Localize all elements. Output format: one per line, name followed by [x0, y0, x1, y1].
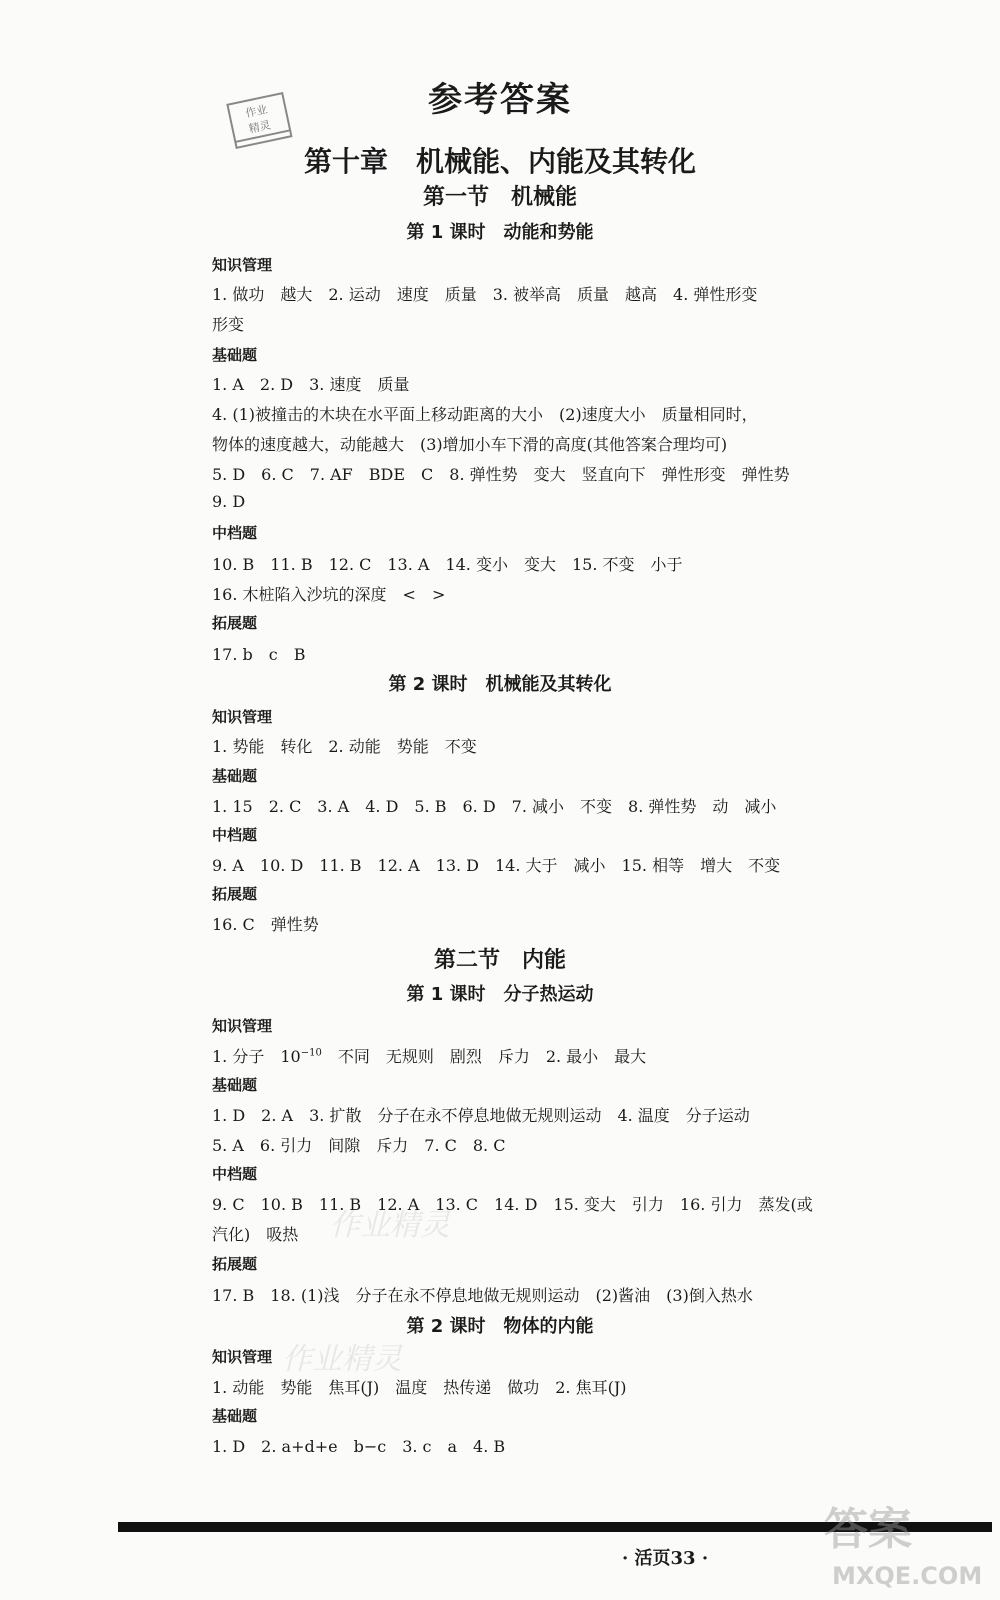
answer-line: 9. C 10. B 11. B 12. A 13. C 14. D 15. 变大 引力 16. 引力 蒸发(或	[212, 1195, 813, 1214]
subheading-knowledge: 知识管理	[212, 1348, 273, 1366]
exponent: −10	[300, 1047, 322, 1059]
answer-text: 不同 无规则 剧烈 斥力 2. 最小 最大	[321, 1047, 647, 1066]
answer-text: 1. 分子 10	[212, 1047, 301, 1066]
subheading-mid: 中档题	[212, 524, 258, 542]
answer-line-with-exponent	[212, 1044, 646, 1067]
answer-line: 5. A 6. 引力 间隙 斥力 7. C 8. C	[212, 1136, 506, 1155]
watermark-text: 作业精灵	[330, 1208, 450, 1243]
answer-line: 1. D 2. A 3. 扩散 分子在永不停息地做无规则运动 4. 温度 分子运动	[212, 1106, 750, 1125]
answer-line: 5. D 6. C 7. AF BDE C 8. 弹性势 变大 竖直向下 弹性形变 弹性势	[212, 465, 790, 484]
answer-line: 1. 势能 转化 2. 动能 势能 不变	[212, 737, 477, 756]
stamp-line-2: 精灵	[247, 118, 272, 136]
stamp-line-1: 作业	[244, 102, 269, 121]
subheading-knowledge: 知识管理	[212, 256, 273, 274]
lesson-title: 第 2 课时 机械能及其转化	[388, 674, 612, 695]
subheading-basic: 基础题	[212, 1076, 258, 1094]
answer-line: 10. B 11. B 12. C 13. A 14. 变小 变大 15. 不变 小于	[212, 555, 683, 574]
answer-line: 16. C 弹性势	[212, 915, 319, 934]
answer-line: 形变	[212, 315, 245, 334]
watermark-logo-text: 答案	[824, 1504, 912, 1555]
page-number: · 活页33 ·	[622, 1548, 709, 1569]
subheading-knowledge: 知识管理	[212, 708, 273, 726]
chapter-title: 第十章 机械能、内能及其转化	[303, 145, 696, 178]
answer-line: 1. 做功 越大 2. 运动 速度 质量 3. 被举高 质量 越高 4. 弹性形变	[212, 285, 758, 304]
subheading-basic: 基础题	[212, 767, 258, 785]
answer-line: 17. B 18. (1)浅 分子在永不停息地做无规则运动 (2)酱油 (3)倒入热水	[212, 1286, 753, 1305]
watermark-text: 作业精灵	[282, 1342, 402, 1377]
subheading-basic: 基础题	[212, 1407, 258, 1425]
answer-line: 1. A 2. D 3. 速度 质量	[212, 375, 410, 394]
lesson-title: 第 1 课时 动能和势能	[406, 222, 594, 243]
subheading-extension: 拓展题	[212, 885, 258, 903]
subheading-basic: 基础题	[212, 346, 258, 364]
answer-line: 1. D 2. a+d+e b−c 3. c a 4. B	[212, 1437, 506, 1456]
answer-line: 9. A 10. D 11. B 12. A 13. D 14. 大于 减小 15. 相等 增大 不变	[212, 856, 781, 875]
subheading-extension: 拓展题	[212, 1255, 258, 1273]
answer-line: 9. D	[212, 492, 246, 511]
page-title: 参考答案	[428, 80, 572, 120]
subheading-extension: 拓展题	[212, 614, 258, 632]
section-title: 第二节 内能	[433, 948, 566, 973]
answer-line: 17. b c B	[212, 645, 306, 664]
watermark-logo-url: MXQE.COM	[832, 1562, 983, 1590]
answer-line: 1. 动能 势能 焦耳(J) 温度 热传递 做功 2. 焦耳(J)	[212, 1378, 627, 1397]
subheading-knowledge: 知识管理	[212, 1017, 273, 1035]
subheading-mid: 中档题	[212, 826, 258, 844]
answer-line: 1. 15 2. C 3. A 4. D 5. B 6. D 7. 减小 不变 8. 弹性势 动 减小	[212, 797, 777, 816]
section-title: 第一节 机械能	[422, 185, 577, 210]
answer-line: 物体的速度越大，动能越大 (3)增加小车下滑的高度(其他答案合理均可)	[212, 435, 728, 454]
answer-line: 16. 木桩陷入沙坑的深度 < >	[212, 585, 446, 604]
lesson-title: 第 2 课时 物体的内能	[406, 1316, 594, 1337]
answer-line: 汽化) 吸热	[212, 1225, 299, 1244]
answer-line: 4. (1)被撞击的木块在水平面上移动距离的大小 (2)速度大小 质量相同时，	[212, 405, 758, 424]
subheading-mid: 中档题	[212, 1165, 258, 1183]
lesson-title: 第 1 课时 分子热运动	[406, 984, 594, 1005]
site-watermark-logo	[818, 1488, 986, 1592]
